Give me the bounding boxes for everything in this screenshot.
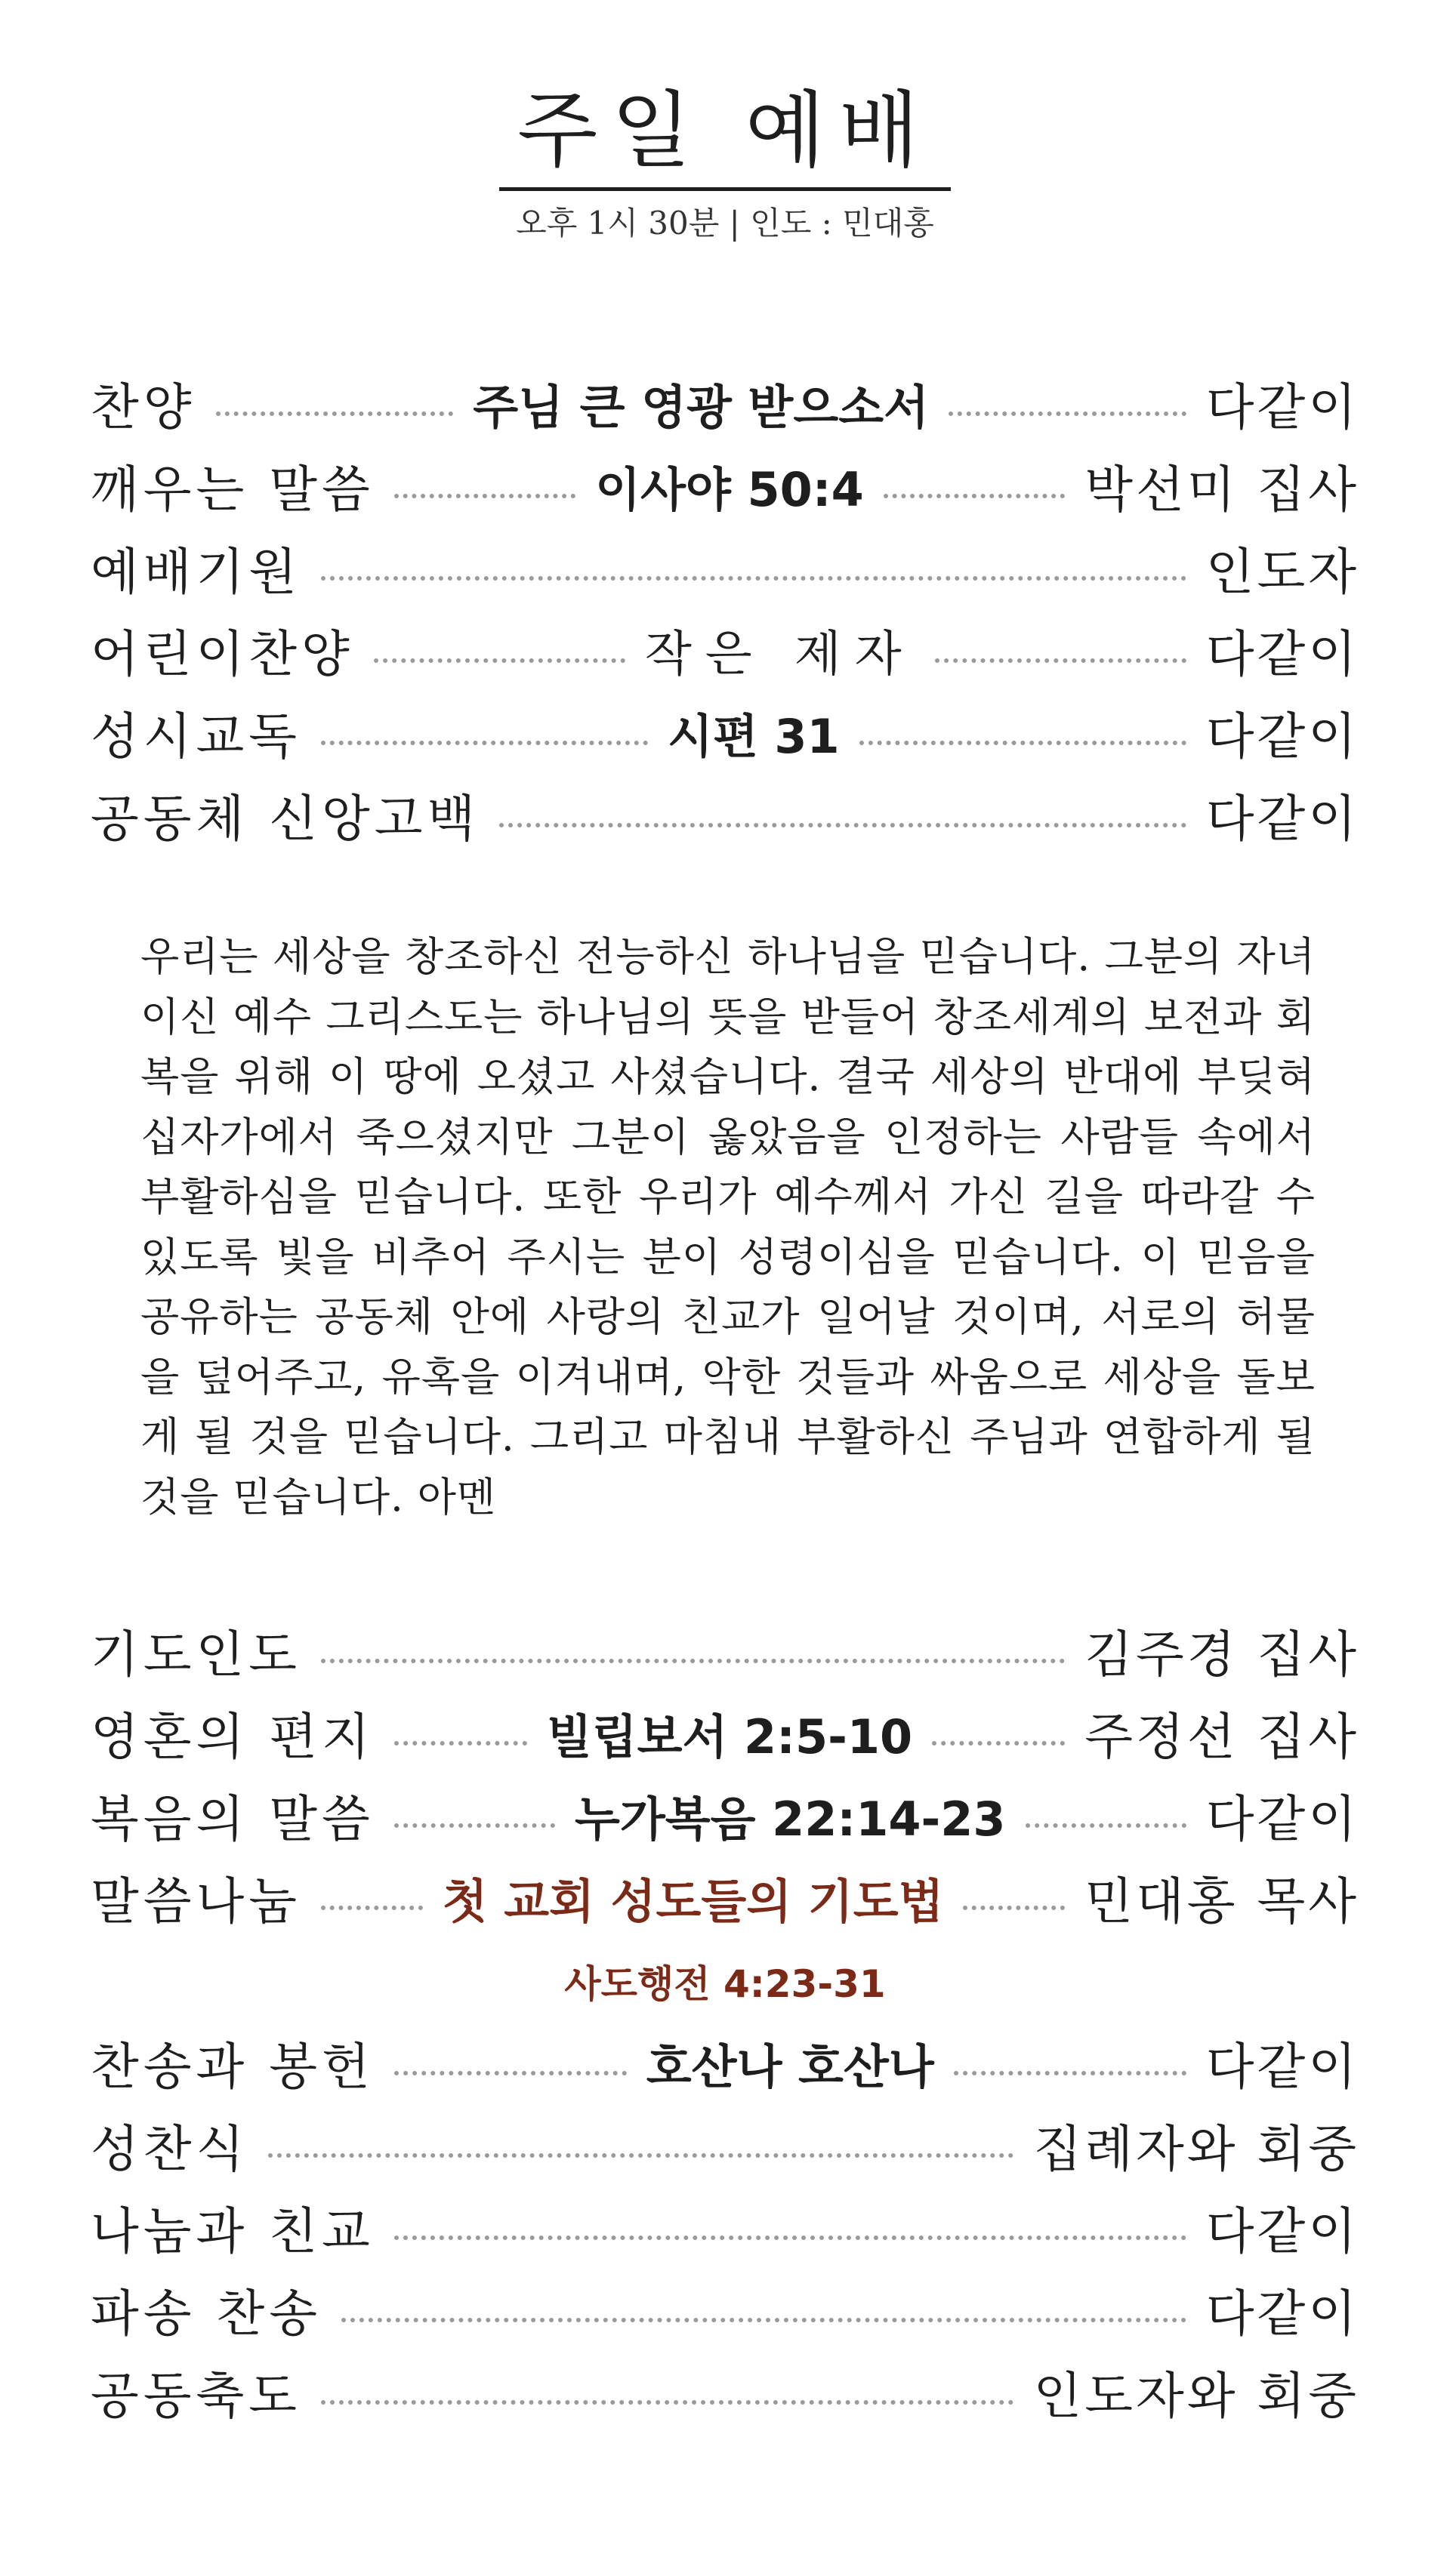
- order-item-name: 말씀나눔: [91, 1872, 302, 1930]
- order-item-name: 깨우는 말씀: [91, 460, 375, 519]
- leader-dots: [949, 411, 1186, 416]
- worship-order-bottom: [91, 1613, 1359, 2437]
- leader-dots: [394, 1741, 527, 1746]
- leader-dots: [216, 411, 454, 416]
- order-item-name: 공동축도: [91, 2366, 302, 2425]
- leader-dots: [341, 2318, 1186, 2322]
- order-item-leader: 다같이: [1205, 624, 1360, 683]
- order-item-fellowship: [91, 2190, 1359, 2272]
- leader-dots: [884, 494, 1066, 498]
- worship-order-top: [91, 366, 1359, 860]
- order-item-leader: 다같이: [1205, 707, 1359, 766]
- order-item-creed: [91, 778, 1359, 860]
- leader-dots: [1026, 1823, 1186, 1828]
- order-item-praise: [91, 366, 1359, 448]
- leader-dots: [321, 2400, 1013, 2405]
- order-item-invocation: [91, 531, 1359, 613]
- order-item-name: 예배기원: [91, 542, 302, 601]
- leader-dots: [321, 741, 648, 745]
- order-item-communion: [91, 2108, 1359, 2190]
- page-title: 주일 예배: [499, 89, 951, 191]
- leader-dots: [954, 2071, 1186, 2075]
- leader-dots: [963, 1906, 1065, 1910]
- order-item-name: 복음의 말씀: [91, 1789, 375, 1848]
- leader-dots: [394, 2236, 1186, 2240]
- order-item-title: 누가복음 22:14-23: [574, 1791, 1006, 1847]
- order-item-gospel: [91, 1778, 1359, 1860]
- leader-dots: [394, 2071, 627, 2075]
- order-item-title: 호산나 호산나: [646, 2038, 934, 2094]
- sermon-reference: 사도행전 4:23-31: [564, 1962, 886, 2006]
- leader-dots: [321, 1659, 1065, 1663]
- leader-dots: [268, 2153, 1013, 2158]
- leader-dots: [321, 1906, 423, 1910]
- order-item-name: 파송 찬송: [91, 2284, 322, 2343]
- order-item-leader: 다같이: [1205, 1789, 1360, 1848]
- order-item-title: 이사야 50:4: [595, 461, 864, 517]
- leader-dots: [499, 823, 1186, 827]
- order-item-hymn-offering: [91, 2026, 1359, 2108]
- order-item-name: 성시교독: [91, 707, 302, 766]
- order-item-title: 빌립보서 2:5-10: [546, 1709, 913, 1764]
- header: [0, 82, 1450, 242]
- order-item-name: 공동체 신앙고백: [91, 789, 480, 848]
- leader-dots: [859, 741, 1186, 745]
- order-item-leader: 다같이: [1205, 377, 1359, 436]
- order-item-sermon: [91, 1860, 1359, 1943]
- leader-dots: [932, 1741, 1065, 1746]
- order-item-responsive-reading: [91, 695, 1359, 778]
- order-item-leader: 김주경 집사: [1084, 1625, 1359, 1684]
- leader-dots: [935, 658, 1186, 663]
- leader-dots: [394, 1823, 555, 1828]
- order-item-title: 주님 큰 영광 받으소서: [473, 379, 930, 435]
- order-item-name: 찬송과 봉헌: [91, 2037, 375, 2096]
- order-item-leader: 민대홍 목사: [1084, 1872, 1360, 1930]
- order-item-epistle: [91, 1696, 1359, 1778]
- order-item-name: 어린이찬양: [91, 624, 354, 683]
- order-item-name: 찬양: [91, 377, 196, 436]
- leader-dots: [374, 658, 625, 663]
- order-item-leader: 다같이: [1205, 789, 1359, 848]
- order-item-name: 성찬식: [91, 2119, 249, 2178]
- order-item-sending-hymn: [91, 2272, 1359, 2355]
- leader-dots: [321, 576, 1186, 581]
- order-item-leader: 박선미 집사: [1084, 460, 1360, 519]
- order-item-name: 기도인도: [91, 1625, 302, 1684]
- order-item-leader: 집례자와 회중: [1033, 2119, 1359, 2178]
- order-item-leader: 다같이: [1205, 2202, 1359, 2260]
- order-item-prayer: [91, 1613, 1359, 1696]
- page-subtitle: 오후 1시 30분 | 인도 : 민대홍: [516, 205, 934, 242]
- order-item-awakening-word: [91, 448, 1359, 531]
- order-item-leader: 다같이: [1205, 2284, 1359, 2343]
- sermon-title: 첫 교회 성도들의 기도법: [442, 1873, 944, 1929]
- order-item-name: 영혼의 편지: [91, 1707, 375, 1766]
- order-item-title: 시편 31: [668, 708, 840, 764]
- creed-text: 우리는 세상을 창조하신 전능하신 하나님을 믿습니다. 그분의 자녀이신 예수 그리스도는 하나님의 뜻을 받들어 창조세계의 보전과 회복을 위해 이 땅에 오셨고 사셨습니다. 결국 세상의 반대에 부딪혀 십자가에서 죽으셨지만 그분이 옳았음을 인정하는 사람들 속에서 부활하심을 믿습니다. 또한 우리가 예수께서 가신 길을 따라갈 수 있도록 빛을 비추어 주시는 분이 성령이심을 믿습니다. 이 믿음을 공유하는 공동체 안에 사랑의 친교가 일어날 것이며, 서로의 허물을 덮어주고, 유혹을 이겨내며, 악한 것들과 싸움으로 세상을 돌보게 될 것을 믿습니다. 그리고 마침내 부활하신 주님과 연합하게 될 것을 믿습니다. 아멘: [140, 934, 1316, 1521]
- order-item-title: 작은 제자: [644, 626, 915, 683]
- order-item-leader: 주정선 집사: [1084, 1707, 1359, 1766]
- order-item-leader: 인도자와 회중: [1033, 2366, 1359, 2425]
- order-item-leader: 인도자: [1205, 542, 1359, 601]
- order-item-benediction: [91, 2355, 1359, 2437]
- order-item-children-praise: [91, 613, 1359, 695]
- order-item-name: 나눔과 친교: [91, 2202, 375, 2260]
- leader-dots: [394, 494, 576, 498]
- order-item-leader: 다같이: [1205, 2037, 1360, 2096]
